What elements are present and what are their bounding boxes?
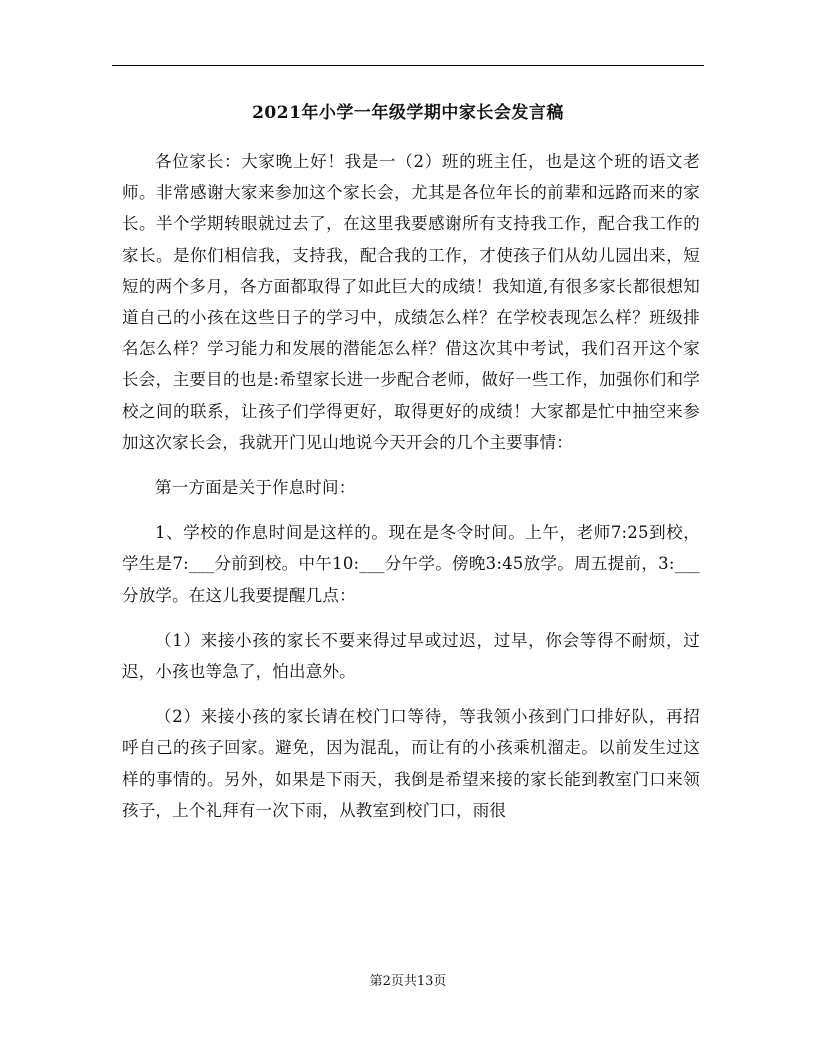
paragraph-greeting: 各位家长：大家晚上好！我是一（2）班的班主任，也是这个班的语文老师。非常感谢大家来参加这个家长会，尤其是各位年长的前辈和远路而来的家长。半个学期转眼就过去了，在这里我要感谢所有支持我工作，配合我工作的家长。是你们相信我，支持我，配合我的工作，才使孩子们从幼儿园出来，短短的两个多月，各方面都取得了如此巨大的成绩！我知道,有很多家长都很想知道自己的小孩在这些日子的学习中，成绩怎么样？在学校表现怎么样？班级排名怎么样？学习能力和发展的潜能怎么样？借这次其中考试，我们召开这个家长会，主要目的也是:希望家长进一步配合老师，做好一些工作，加强你们和学校之间的联系，让孩子们学得更好，取得更好的成绩！大家都是忙中抽空来参加这次家长会，我就开门见山地说今天开会的几个主要事情： (122, 152, 700, 452)
document-title: 2021年小学一年级学期中家长会发言稿 (252, 103, 564, 123)
paragraph-section-heading: 第一方面是关于作息时间： (155, 478, 356, 498)
paragraph-reminder-2: （2）来接小孩的家长请在校门口等待，等我领小孩到门口排好队，再招呼自己的孩子回家。避免，因为混乱，而让有的小孩乘机溜走。以前发生过这样的事情的。另外，如果是下雨天，我倒是希望来接的家长能到教室门口来领孩子，上个礼拜有一次下雨，从教室到校门口，雨很 (122, 707, 700, 820)
page-number: 第2页共13页 (369, 974, 447, 989)
paragraph-reminder-1: （1）来接小孩的家长不要来得过早或过迟，过早，你会等得不耐烦，过迟，小孩也等急了，怕出意外。 (122, 630, 700, 682)
header-rule (112, 65, 704, 66)
paragraph-schedule: 1、学校的作息时间是这样的。现在是冬令时间。上午，老师7:25到校，学生是7:___分前到校。中午10:___分午学。傍晚3:45放学。周五提前，3:___分放学。在这儿我要提醒几点： (122, 523, 700, 605)
document-body (122, 146, 700, 826)
